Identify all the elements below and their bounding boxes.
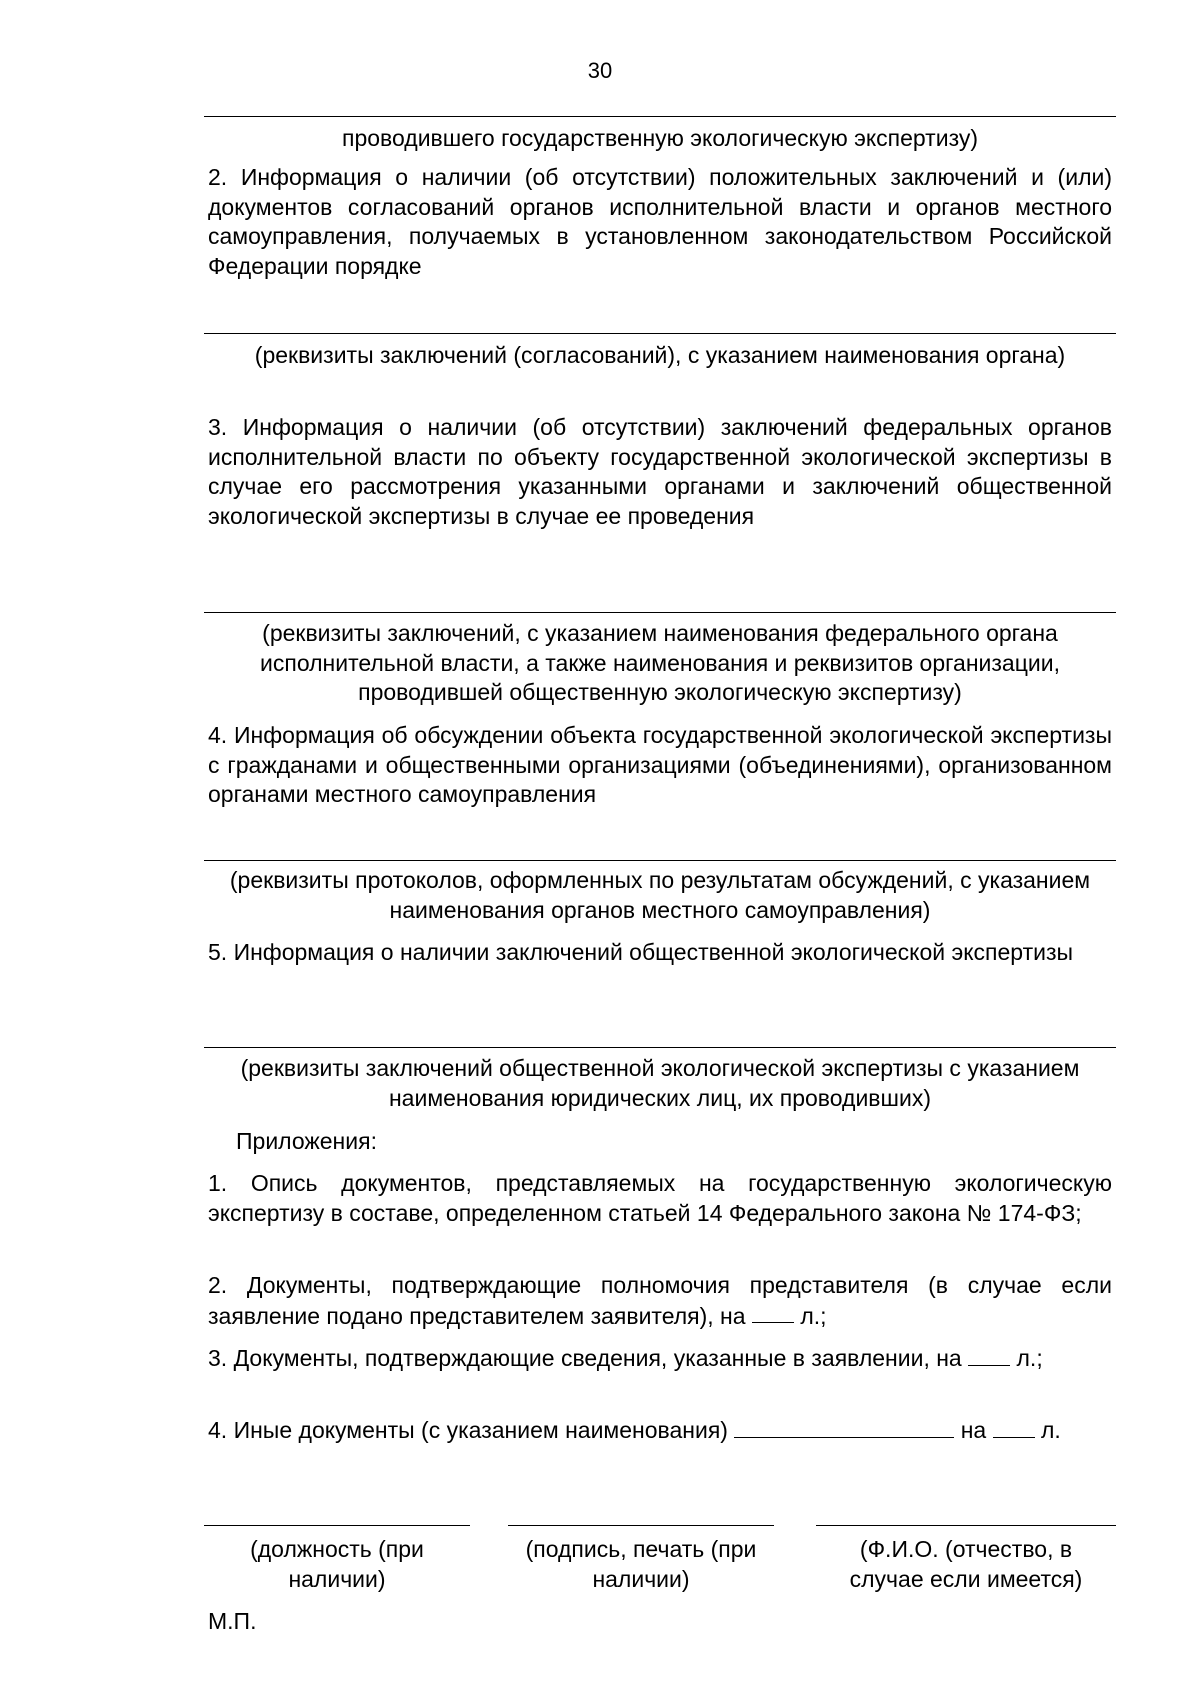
attachment-item-2 <box>208 1271 1112 1331</box>
attachment-item-3-tail: л.; <box>1016 1344 1043 1371</box>
blank-line <box>752 1301 794 1324</box>
signature-line-position <box>204 1525 470 1526</box>
attachment-item-3-text: 3. Документы, подтверждающие сведения, указанные в заявлении, на <box>208 1344 962 1371</box>
blank-line <box>734 1415 954 1438</box>
section-4-text: 4. Информация об обсуждении объекта государственной экологической экспертизы с гражданами и общественными организациями (объединениями), организованном органами местного самоуправления <box>208 722 1112 807</box>
signature-name-label: (Ф.И.О. (отчество, в случае если имеется) <box>849 1536 1083 1592</box>
field-line-section-4 <box>204 860 1116 861</box>
field-line-section-3 <box>204 612 1116 613</box>
attachment-item-1: 1. Опись документов, представляемых на государственную экологическую экспертизу в составе, определенном статьей 14 Федерального закона № 174-ФЗ; <box>208 1170 1112 1226</box>
top-caption: проводившего государственную экологическую экспертизу) <box>341 125 979 151</box>
section-3-text: 3. Информация о наличии (об отсутствии) заключений федеральных органов исполнительной власти по объекту государственной экологической экспертизы в случае его рассмотрения указанными органами и заключений общественной экологической экспертизы в случае ее проведения <box>208 414 1112 529</box>
blank-line <box>993 1415 1035 1438</box>
attachment-item-4-tail: л. <box>1041 1416 1061 1443</box>
attachment-item-4-text: 4. Иные документы (с указанием наименования) <box>208 1416 728 1443</box>
attachments-heading: Приложения: <box>236 1128 377 1154</box>
attachment-item-2-tail: л.; <box>800 1302 827 1329</box>
page-number: 30 <box>587 58 613 83</box>
section-5-text: 5. Информация о наличии заключений общественной экологической экспертизы <box>208 939 1074 965</box>
stamp-label: М.П. <box>208 1608 257 1634</box>
section-5-caption: (реквизиты заключений общественной экологической экспертизы с указанием наименования юридических лиц, их проводивших) <box>240 1055 1080 1111</box>
signature-position-label: (должность (при наличии) <box>250 1536 424 1592</box>
attachment-item-4 <box>208 1415 1112 1445</box>
attachment-item-3 <box>208 1343 1112 1373</box>
signature-line-signature <box>508 1525 774 1526</box>
section-2-text: 2. Информация о наличии (об отсутствии) положительных заключений и (или) документов согласований органов исполнительной власти и органов местного самоуправления, получаемых в установленном законодательством Российской Федерации порядке <box>208 164 1112 279</box>
attachment-item-2-text: 2. Документы, подтверждающие полномочия представителя (в случае если заявление подано представителем заявителя), на <box>208 1272 1112 1329</box>
signature-line-name <box>816 1525 1116 1526</box>
signature-signature-label: (подпись, печать (при наличии) <box>525 1536 757 1592</box>
attachment-item-4-mid: на <box>960 1416 987 1443</box>
section-4-caption: (реквизиты протоколов, оформленных по результатам обсуждений, с указанием наименования органов местного самоуправления) <box>229 867 1091 923</box>
field-line-top <box>204 116 1116 117</box>
blank-line <box>968 1343 1010 1366</box>
field-line-section-5 <box>204 1047 1116 1048</box>
field-line-section-2 <box>204 333 1116 334</box>
section-2-caption: (реквизиты заключений (согласований), с указанием наименования органа) <box>254 342 1066 368</box>
section-3-caption: (реквизиты заключений, с указанием наименования федерального органа исполнительной власти, а также наименования и реквизитов организации, проводившей общественную экологическую экспертизу) <box>260 620 1060 705</box>
